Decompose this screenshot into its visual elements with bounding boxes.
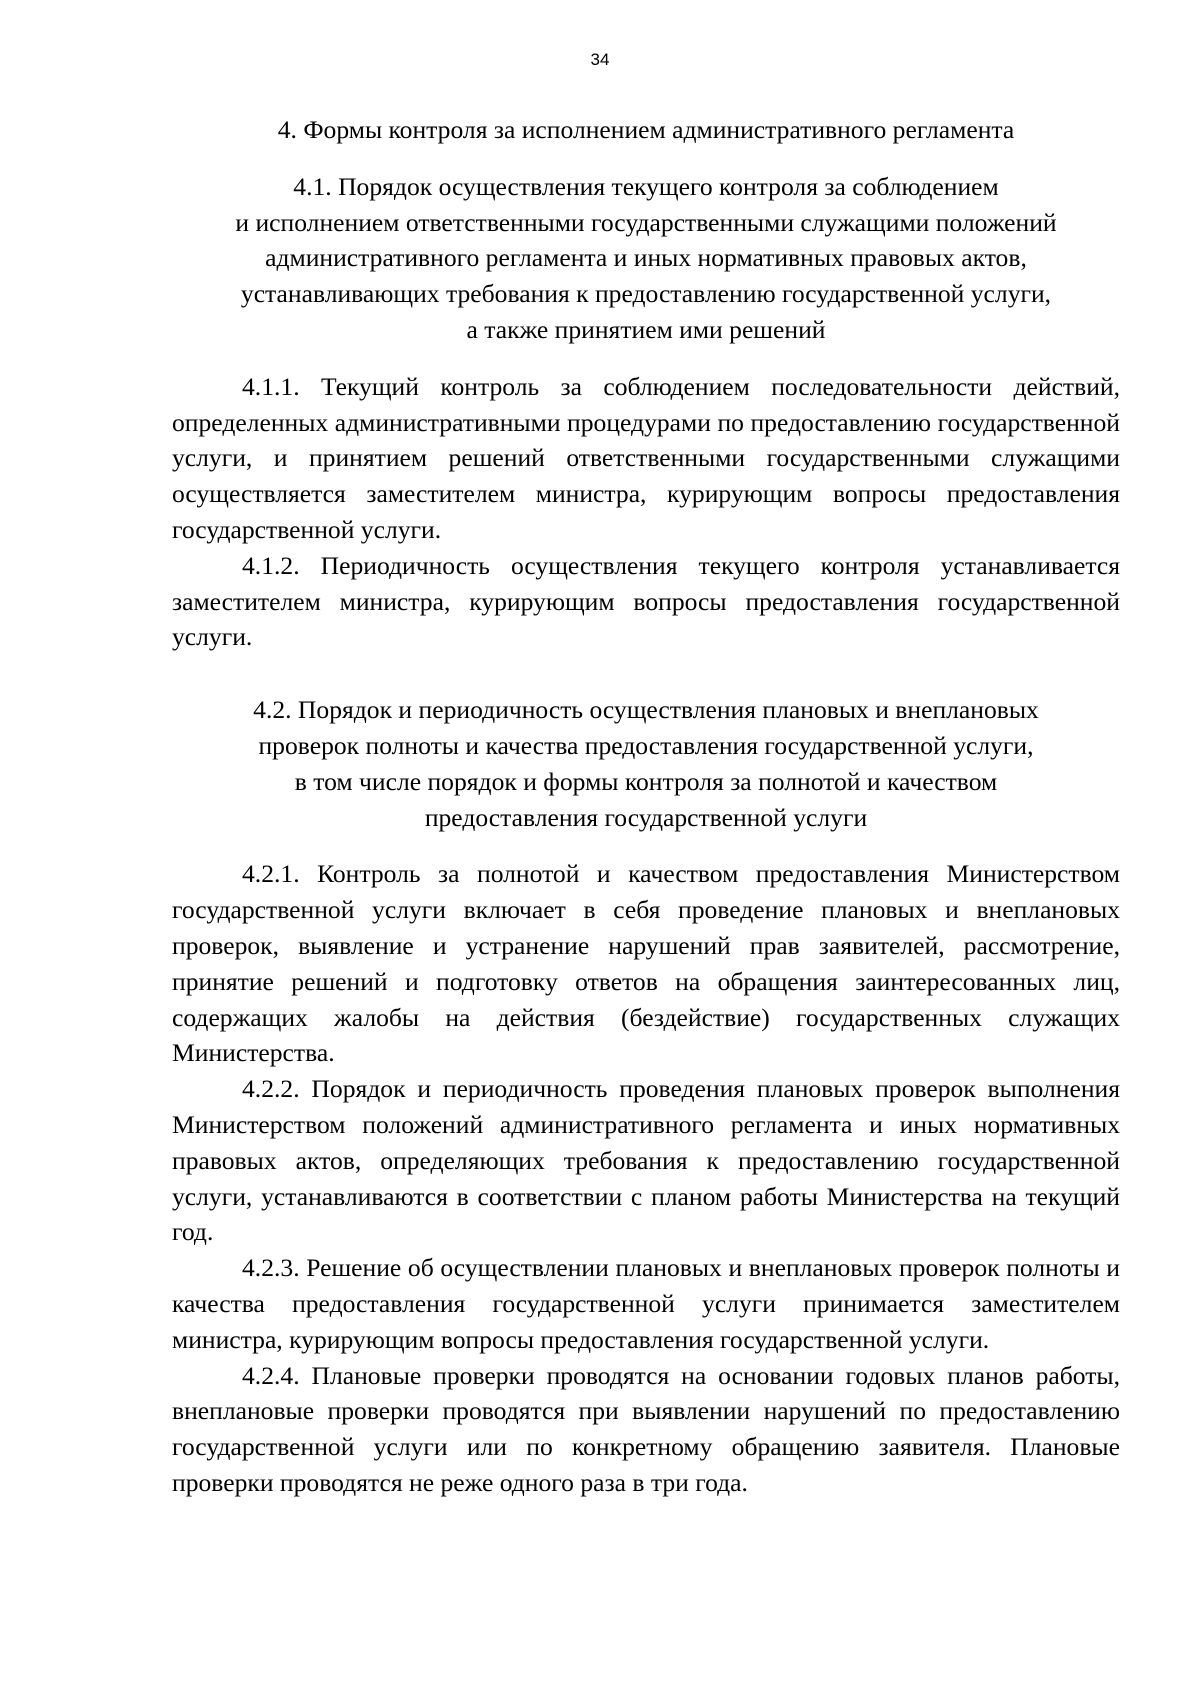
subsection-title-4-1 bbox=[172, 169, 1120, 348]
paragraph-4-1-2: 4.1.2. Периодичность осуществления текущего контроля устанавливается заместителем министра, курирующим вопросы предоставления государственной услуги. bbox=[172, 550, 1120, 652]
page-number: 34 bbox=[590, 50, 610, 69]
paragraph-4-2-4: 4.2.4. Плановые проверки проводятся на основании годовых планов работы, внеплановые проверки проводятся при выявлении нарушений по предоставлению государственной услуги или по конкретному обращению заявителя. Плановые проверки проводятся не реже одного раза в три года. bbox=[172, 1360, 1120, 1497]
subsection-title-4-2 bbox=[172, 692, 1120, 835]
heading-line: административного регламента и иных нормативных правовых актов, bbox=[265, 243, 1027, 273]
heading-line: проверок полноты и качества предоставления государственной услуги, bbox=[258, 730, 1034, 760]
heading-line: и исполнением ответственными государственными служащими положений bbox=[235, 207, 1057, 237]
heading-line: в том числе порядок и формы контроля за полнотой и качеством bbox=[294, 766, 998, 796]
section-title: 4. Формы контроля за исполнением административного регламента bbox=[277, 115, 1015, 144]
heading-line: устанавливающих требования к предоставлению государственной услуги, bbox=[240, 279, 1052, 309]
page-content bbox=[172, 112, 1120, 1501]
heading-line: предоставления государственной услуги bbox=[424, 802, 868, 832]
heading-line: 4.2. Порядок и периодичность осуществления плановых и внеплановых bbox=[253, 695, 1039, 725]
heading-line: а также принятием ими решений bbox=[466, 314, 826, 344]
paragraph-4-2-3: 4.2.3. Решение об осуществлении плановых и внеплановых проверок полноты и качества предоставления государственной услуги принимается заместителем министра, курирующим вопросы предоставления государственной услуги. bbox=[172, 1253, 1120, 1354]
paragraph-4-1-1: 4.1.1. Текущий контроль за соблюдением последовательности действий, определенных административными процедурами по предоставлению государственной услуги, и принятием решений ответственными государственными служащими осуществляется заместителем министра, курирующим вопросы предоставления государственной услуги. bbox=[172, 371, 1120, 544]
heading-line: 4.1. Порядок осуществления текущего контроля за соблюдением bbox=[293, 171, 999, 201]
paragraph-4-2-2: 4.2.2. Порядок и периодичность проведения плановых проверок выполнения Министерством положений административного регламента и иных нормативных правовых актов, определяющих требования к предоставлению государственной услуги, устанавливаются в соответствии с планом работы Министерства на текущий год. bbox=[172, 1074, 1120, 1247]
paragraph-4-2-1: 4.2.1. Контроль за полнотой и качеством предоставления Министерством государственной услуги включает в себя проведение плановых и внеплановых проверок, выявление и устранение нарушений прав заявителей, рассмотрение, принятие решений и подготовку ответов на обращения заинтересованных лиц, содержащих жалобы на действия (бездействие) государственных служащих Министерства. bbox=[172, 859, 1120, 1068]
